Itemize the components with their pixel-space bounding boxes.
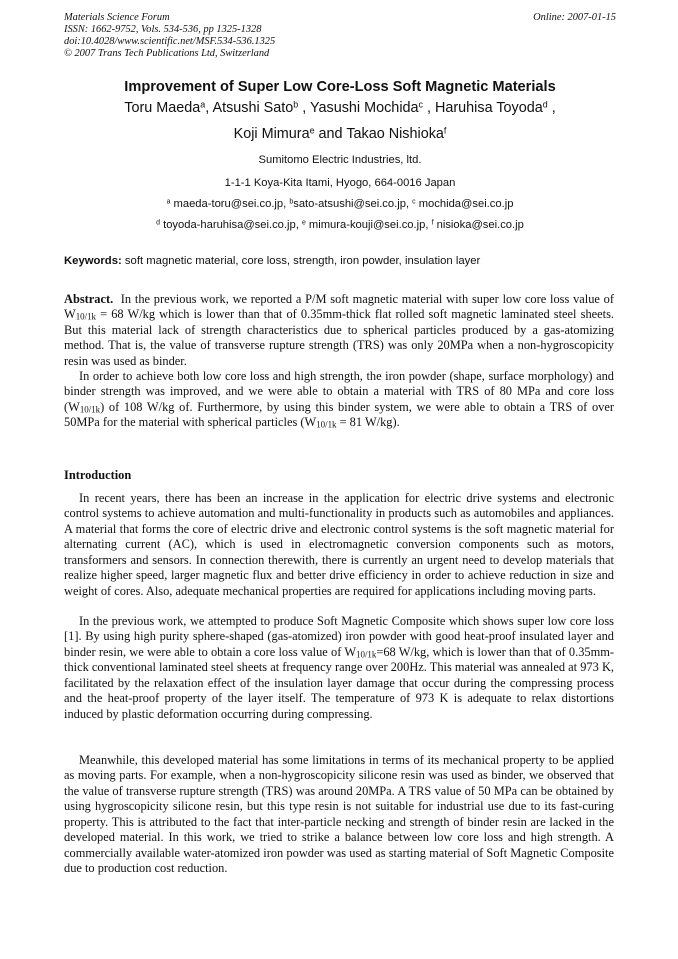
copyright-line: © 2007 Trans Tech Publications Ltd, Switzerland (64, 48, 270, 59)
email-address[interactable]: mochida@sei.co.jp (418, 198, 514, 210)
keywords-line (64, 255, 616, 267)
issn-line: ISSN: 1662-9752, Vols. 534-536, pp 1325-1328 (64, 24, 262, 35)
journal-name: Materials Science Forum (64, 12, 170, 23)
email-address[interactable]: maeda-toru@sei.co.jp (173, 198, 284, 210)
author-name: Yasushi Mochida (310, 100, 419, 116)
email-mark: a (166, 198, 171, 206)
doi-line: doi:10.4028/www.scientific.net/MSF.534-536.1325 (64, 36, 276, 47)
email-address[interactable]: toyoda-haruhisa@sei.co.jp (163, 219, 296, 231)
abstract-paragraph-2: In order to achieve both low core loss and high strength, the iron powder (shape, surface morphology) and binder strength was improved, and we were able to obtain a material with TRS of 80 MPa and core loss $(W_{10/1k})$ of 108 W/kg of. Furthermore, by using this binder system, we were able to obtain a TRS of over 50MPa for the material with spherical particles ($W_{10/1k} = 81$ W/kg). (64, 369, 614, 430)
author-list-cont: Koji Mimura$^e$ and Takao Nishioka$^f$ (233, 125, 447, 142)
email-list: $^a$ maeda-toru@sei.co.jp, $^b$sato-atsushi@sei.co.jp, $^c$ mochida@sei.co.jp (166, 198, 514, 210)
email-mark: e (301, 219, 306, 227)
email-mark: b (289, 198, 294, 206)
author-mark: c (418, 99, 423, 110)
author-name: Toru Maeda (124, 100, 201, 116)
abstract-paragraph: Abstract. In the previous work, we reported a P/M soft magnetic material with super low core loss value of $W_{10/1k} = 68$ W/kg which is lower than that of 0.35mm-thick flat rolled soft magnetic laminated steel sheets. But this material lack of strength characteristics due to spherical particles produced by a gas-atomizing method. That is, the value of transverse rupture strength (TRS) was only 20MPa when a non-hygroscopicity resin was used as binder. (64, 292, 615, 368)
journal-header (64, 12, 616, 60)
affiliation-company: Sumitomo Electric Industries, ltd. (258, 154, 422, 166)
author-name: Takao Nishioka (346, 126, 444, 142)
intro-paragraph-1: In recent years, there has been an increase in the application for electric drive systems and electronic control systems to achieve automation and multi-functionality in products such as automobiles and appliances. A material that forms the core of electric drive and electronic control systems is the soft magnetic material for alternating current (AC), which is used in electromagnetic conversion components such as motors, transformers and sensors. In connection therewith, there is currently an urgent need to develop materials that realize higher speed, larger magnetic flux and better drive efficiency in order to achieve reduction in size and weight of cores. Also, adequate mechanical properties are required for applications including moving parts. (64, 491, 614, 598)
email-mark: d (156, 219, 160, 227)
affiliation-address: 1-1-1 Koya-Kita Itami, Hyogo, 664-0016 Japan (224, 177, 456, 189)
email-address[interactable]: mimura-kouji@sei.co.jp (308, 219, 426, 231)
author-mark: e (309, 125, 315, 136)
email-mark: c (412, 198, 416, 206)
intro-paragraph-3: Meanwhile, this developed material has some limitations in terms of its mechanical property to be applied as moving parts. For example, when a non-hygroscopicity silicone resin was used as binder, we observed that the value of transverse rupture strength (TRS) was around 20MPa. A TRS value of 50 MPa can be obtained by using hygroscopicity silicone resin, but this type resin is not suitable for industrial use due to its fast-curing property. This is attributed to the fact that inter-particle necking and strength of binder resin are lacked in the developed material. In this work, we tried to strike a balance between low core loss and high strength. A commercially available water-atomized iron powder was used as starting material of Soft Magnetic Composite due to production cost reduction. (64, 753, 614, 876)
keywords-text: soft magnetic material, core loss, strength, iron powder, insulation layer (124, 255, 481, 267)
email-list-cont: $^d$ toyoda-haruhisa@sei.co.jp, $^e$ mimura-kouji@sei.co.jp, $^f$ nisioka@sei.co.jp (156, 219, 524, 231)
author-mark: a (200, 99, 206, 110)
author-mark: d (542, 99, 548, 110)
email-mark: f (431, 219, 434, 227)
author-name: Koji Mimura (233, 126, 310, 142)
author-mark: b (293, 99, 299, 110)
intro-paragraph-2: In the previous work, we attempted to produce Soft Magnetic Composite which shows super low core loss [1]. By using high purity sphere-shaped (gas-atomized) iron powder with good heat-proof insulated layer and binder resin, we were able to obtain a core loss value of $W_{10/1k}=68$ W/kg, which is lower than that of 0.35mm-thick conventional laminated steel sheets at frequency range over 200Hz. This material was annealed at 973 K, facilitated by the relaxation effect of the insulation layer damage that occur during the compressing process and the heat-proof property of the layer itself. The temperature of 973 K is adequate to relax distortions induced by plastic deformation occurring during compressing. (64, 614, 614, 721)
email-address[interactable]: sato-atsushi@sei.co.jp (293, 198, 406, 210)
keywords-label: Keywords: (64, 255, 122, 267)
email-address[interactable]: nisioka@sei.co.jp (436, 219, 524, 231)
author-mark: f (443, 125, 447, 136)
section-heading-introduction: Introduction (64, 468, 132, 482)
online-date: Online: 2007-01-15 (533, 12, 616, 23)
abstract-label: Abstract. (64, 292, 114, 306)
paper-title: Improvement of Super Low Core-Loss Soft Magnetic Materials (124, 79, 556, 95)
author-name: Atsushi Sato (212, 100, 294, 116)
author-list: Toru Maeda$^a$, Atsushi Sato$^b$ , Yasushi Mochida$^c$ , Haruhisa Toyoda$^d$ , (124, 99, 556, 116)
author-name: Haruhisa Toyoda (434, 100, 543, 116)
